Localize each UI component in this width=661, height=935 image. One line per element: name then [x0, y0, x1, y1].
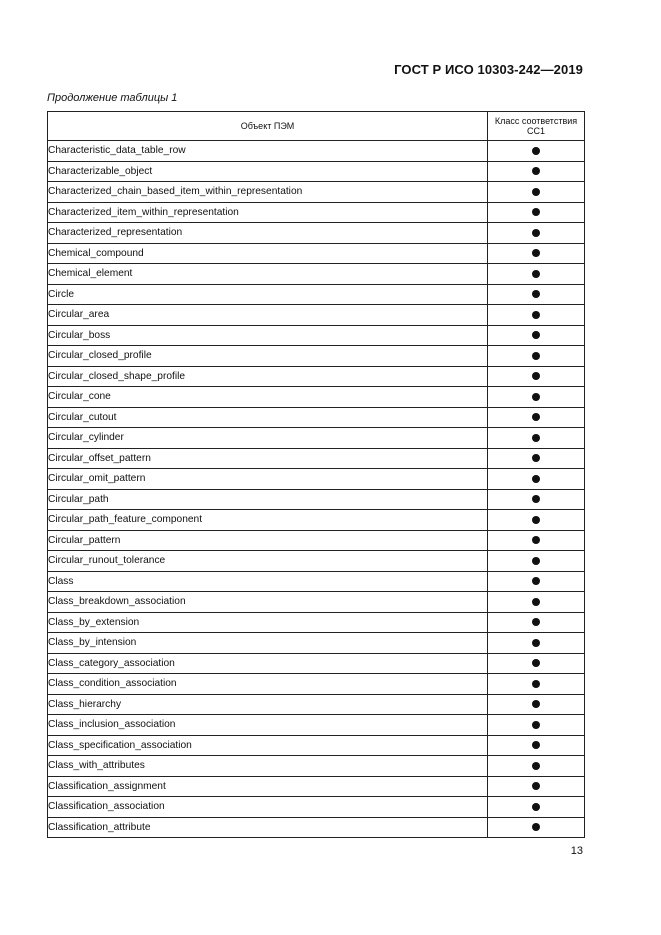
- cc1-mark-cell: [488, 428, 585, 449]
- cc1-mark-cell: [488, 715, 585, 736]
- bullet-icon: [532, 167, 540, 175]
- cc1-mark-cell: [488, 797, 585, 818]
- conformance-table: [47, 111, 585, 838]
- object-name-cell: Classification_attribute: [48, 817, 488, 838]
- object-name-cell: Classification_assignment: [48, 776, 488, 797]
- object-name-cell: Circular_closed_profile: [48, 346, 488, 367]
- table-row: [48, 469, 585, 490]
- object-name-cell: Circular_closed_shape_profile: [48, 366, 488, 387]
- object-name-cell: Circular_path: [48, 489, 488, 510]
- object-name-cell: Chemical_element: [48, 264, 488, 285]
- bullet-icon: [532, 331, 540, 339]
- cc1-mark-cell: [488, 305, 585, 326]
- table-row: [48, 141, 585, 162]
- bullet-icon: [532, 475, 540, 483]
- table-header: [48, 112, 585, 141]
- table-row: [48, 366, 585, 387]
- cc1-mark-cell: [488, 182, 585, 203]
- table-caption: Продолжение таблицы 1: [47, 92, 178, 104]
- cc1-mark-cell: [488, 551, 585, 572]
- cc1-mark-cell: [488, 612, 585, 633]
- bullet-icon: [532, 598, 540, 606]
- page-number: 13: [570, 845, 583, 857]
- cc1-mark-cell: [488, 407, 585, 428]
- table-row: [48, 694, 585, 715]
- bullet-icon: [532, 516, 540, 524]
- cc1-mark-cell: [488, 448, 585, 469]
- object-name-cell: Class_breakdown_association: [48, 592, 488, 613]
- bullet-icon: [532, 249, 540, 257]
- table-row: [48, 612, 585, 633]
- cc1-mark-cell: [488, 592, 585, 613]
- cc1-mark-cell: [488, 243, 585, 264]
- bullet-icon: [532, 577, 540, 585]
- object-name-cell: Characteristic_data_table_row: [48, 141, 488, 162]
- object-name-cell: Classification_association: [48, 797, 488, 818]
- bullet-icon: [532, 618, 540, 626]
- bullet-icon: [532, 434, 540, 442]
- table-row: [48, 325, 585, 346]
- bullet-icon: [532, 229, 540, 237]
- cc1-mark-cell: [488, 223, 585, 244]
- table-row: [48, 223, 585, 244]
- cc1-mark-cell: [488, 735, 585, 756]
- bullet-icon: [532, 147, 540, 155]
- cc1-mark-cell: [488, 284, 585, 305]
- bullet-icon: [532, 393, 540, 401]
- bullet-icon: [532, 762, 540, 770]
- table-row: [48, 776, 585, 797]
- cc1-mark-cell: [488, 469, 585, 490]
- cc1-mark-cell: [488, 694, 585, 715]
- table-row: [48, 674, 585, 695]
- table-row: [48, 571, 585, 592]
- object-name-cell: Class_specification_association: [48, 735, 488, 756]
- object-name-cell: Class_by_extension: [48, 612, 488, 633]
- header-conformance-code: СС1: [526, 126, 545, 136]
- object-name-cell: Circular_path_feature_component: [48, 510, 488, 531]
- bullet-icon: [532, 311, 540, 319]
- bullet-icon: [532, 680, 540, 688]
- object-name-cell: Circular_boss: [48, 325, 488, 346]
- object-name-cell: Circular_cylinder: [48, 428, 488, 449]
- table-row: [48, 346, 585, 367]
- bullet-icon: [532, 639, 540, 647]
- table-row: [48, 182, 585, 203]
- cc1-mark-cell: [488, 325, 585, 346]
- object-name-cell: Circular_offset_pattern: [48, 448, 488, 469]
- cc1-mark-cell: [488, 756, 585, 777]
- header-object: Объект ПЭМ: [48, 112, 488, 141]
- bullet-icon: [532, 454, 540, 462]
- standard-code: ГОСТ Р ИСО 10303-242—2019: [394, 62, 583, 77]
- object-name-cell: Characterized_item_within_representation: [48, 202, 488, 223]
- cc1-mark-cell: [488, 161, 585, 182]
- object-name-cell: Circular_cone: [48, 387, 488, 408]
- object-name-cell: Circular_runout_tolerance: [48, 551, 488, 572]
- table-row: [48, 653, 585, 674]
- bullet-icon: [532, 290, 540, 298]
- cc1-mark-cell: [488, 510, 585, 531]
- bullet-icon: [532, 803, 540, 811]
- object-name-cell: Circular_area: [48, 305, 488, 326]
- table-row: [48, 797, 585, 818]
- table-row: [48, 633, 585, 654]
- bullet-icon: [532, 536, 540, 544]
- bullet-icon: [532, 270, 540, 278]
- table-row: [48, 284, 585, 305]
- object-name-cell: Class_category_association: [48, 653, 488, 674]
- table-row: [48, 448, 585, 469]
- table-row: [48, 407, 585, 428]
- cc1-mark-cell: [488, 141, 585, 162]
- table-row: [48, 202, 585, 223]
- bullet-icon: [532, 413, 540, 421]
- bullet-icon: [532, 208, 540, 216]
- table-row: [48, 243, 585, 264]
- object-name-cell: Circle: [48, 284, 488, 305]
- cc1-mark-cell: [488, 571, 585, 592]
- object-name-cell: Circular_omit_pattern: [48, 469, 488, 490]
- bullet-icon: [532, 782, 540, 790]
- bullet-icon: [532, 659, 540, 667]
- table-row: [48, 510, 585, 531]
- object-name-cell: Class: [48, 571, 488, 592]
- cc1-mark-cell: [488, 489, 585, 510]
- cc1-mark-cell: [488, 674, 585, 695]
- cc1-mark-cell: [488, 264, 585, 285]
- object-name-cell: Characterized_representation: [48, 223, 488, 244]
- cc1-mark-cell: [488, 346, 585, 367]
- table-row: [48, 817, 585, 838]
- object-name-cell: Characterized_chain_based_item_within_representation: [48, 182, 488, 203]
- object-name-cell: Chemical_compound: [48, 243, 488, 264]
- cc1-mark-cell: [488, 387, 585, 408]
- table-row: [48, 489, 585, 510]
- object-name-cell: Class_hierarchy: [48, 694, 488, 715]
- object-name-cell: Class_inclusion_association: [48, 715, 488, 736]
- object-name-cell: Class_by_intension: [48, 633, 488, 654]
- bullet-icon: [532, 495, 540, 503]
- bullet-icon: [532, 352, 540, 360]
- object-name-cell: Characterizable_object: [48, 161, 488, 182]
- object-name-cell: Circular_cutout: [48, 407, 488, 428]
- table-row: [48, 530, 585, 551]
- table-row: [48, 551, 585, 572]
- table-body: [48, 141, 585, 838]
- bullet-icon: [532, 823, 540, 831]
- object-name-cell: Class_with_attributes: [48, 756, 488, 777]
- object-name-cell: Class_condition_association: [48, 674, 488, 695]
- table-row: [48, 387, 585, 408]
- header-conformance-label: Класс соответствия: [494, 115, 578, 126]
- bullet-icon: [532, 557, 540, 565]
- cc1-mark-cell: [488, 202, 585, 223]
- cc1-mark-cell: [488, 776, 585, 797]
- cc1-mark-cell: [488, 366, 585, 387]
- table-row: [48, 161, 585, 182]
- cc1-mark-cell: [488, 633, 585, 654]
- table-row: [48, 756, 585, 777]
- cc1-mark-cell: [488, 653, 585, 674]
- cc1-mark-cell: [488, 530, 585, 551]
- table-row: [48, 428, 585, 449]
- bullet-icon: [532, 700, 540, 708]
- table-row: [48, 305, 585, 326]
- bullet-icon: [532, 721, 540, 729]
- bullet-icon: [532, 741, 540, 749]
- bullet-icon: [532, 372, 540, 380]
- header-row: [48, 112, 585, 141]
- table-row: [48, 715, 585, 736]
- table-row: [48, 264, 585, 285]
- table-row: [48, 735, 585, 756]
- cc1-mark-cell: [488, 817, 585, 838]
- header-conformance-class: [488, 112, 585, 141]
- object-name-cell: Circular_pattern: [48, 530, 488, 551]
- bullet-icon: [532, 188, 540, 196]
- table-row: [48, 592, 585, 613]
